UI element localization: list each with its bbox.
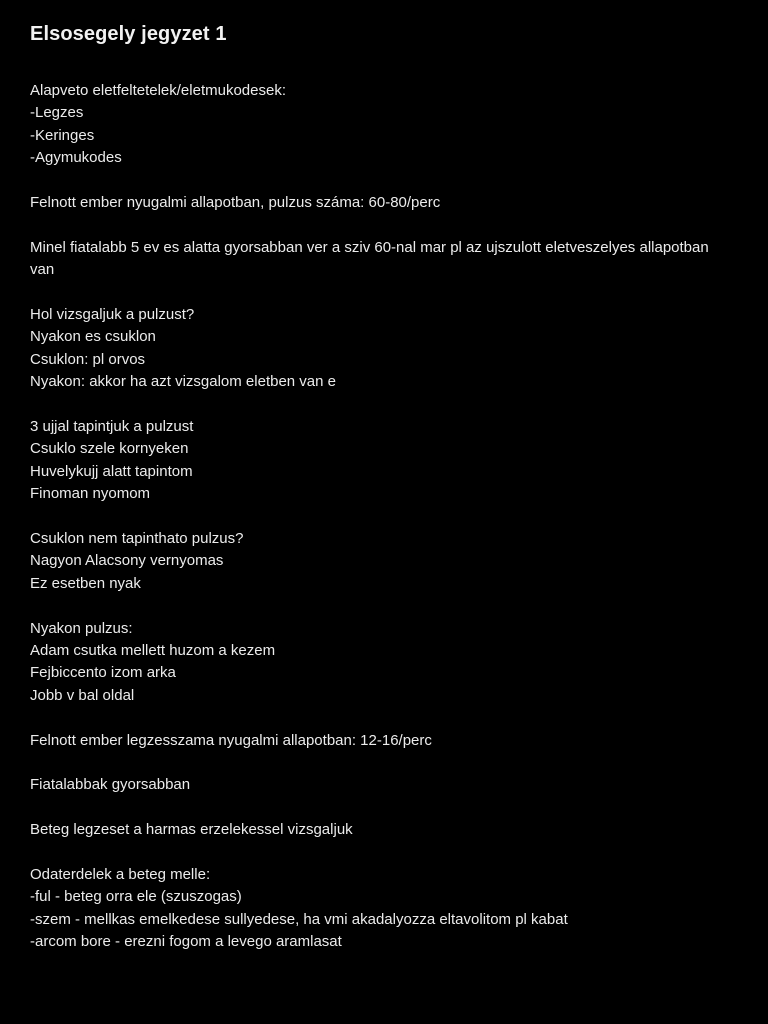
note-line: Felnott ember nyugalmi allapotban, pulzus száma: 60-80/perc — [30, 194, 441, 212]
note-blank-line — [30, 595, 730, 617]
note-blank-line — [30, 170, 730, 192]
note-line: -Agymukodes — [30, 149, 122, 167]
note-line: -Keringes — [30, 126, 95, 144]
note-blank-line — [30, 752, 730, 774]
note-line: Nyakon pulzus: — [30, 619, 133, 637]
note-line: Nagyon Alacsony vernyomas — [30, 552, 224, 570]
note-blank-line — [30, 842, 730, 864]
note-line: -szem - mellkas emelkedese sullyedese, ha vmi akadalyozza eltavolitom pl kabat — [30, 910, 568, 928]
note-line: Nyakon es csuklon — [30, 328, 156, 346]
note-line: -arcom bore - erezni fogom a levego aramlasat — [30, 933, 342, 951]
note-blank-line — [30, 797, 730, 819]
note-blank-line — [30, 214, 730, 236]
note-line: 3 ujjal tapintjuk a pulzust — [30, 418, 194, 436]
note-content[interactable] — [30, 20, 730, 954]
note-line: Alapveto eletfeltetelek/eletmukodesek: — [30, 82, 286, 99]
note-line: Fiatalabbak gyorsabban — [30, 776, 191, 794]
note-line: -Legzes — [30, 104, 84, 122]
note-title: Elsosegely jegyzet 1 — [30, 23, 227, 45]
note-line: Felnott ember legzesszama nyugalmi allapotban: 12-16/perc — [30, 731, 432, 749]
note-line: -ful - beteg orra ele (szuszogas) — [30, 888, 242, 906]
note-line: Adam csutka mellett huzom a kezem — [30, 642, 276, 660]
note-line: Csuklo szele kornyeken — [30, 440, 189, 458]
note-blank-line — [30, 506, 730, 528]
note-line: Huvelykujj alatt tapintom — [30, 462, 193, 480]
note-blank-line — [30, 394, 730, 416]
note-line: Ez esetben nyak — [30, 574, 141, 592]
note-line: Finoman nyomom — [30, 485, 151, 503]
note-line: Minel fiatalabb 5 ev es alatta gyorsabban ver a sziv 60-nal mar pl az ujszulott eletveszelyes allapotban van — [30, 238, 709, 279]
note-line: Nyakon: akkor ha azt vizsgalom eletben van e — [30, 373, 336, 391]
note-line: Csuklon nem tapinthato pulzus? — [30, 530, 244, 548]
note-blank-line — [30, 707, 730, 729]
note-line: Fejbiccento izom arka — [30, 664, 176, 682]
note-line: Csuklon: pl orvos — [30, 350, 146, 368]
note-line: Odaterdelek a beteg melle: — [30, 866, 211, 884]
note-line: Jobb v bal oldal — [30, 686, 135, 704]
note-line: Beteg legzeset a harmas erzelekessel vizsgaljuk — [30, 821, 353, 839]
note-line: Hol vizsgaljuk a pulzust? — [30, 306, 195, 324]
note-blank-line — [30, 282, 730, 304]
